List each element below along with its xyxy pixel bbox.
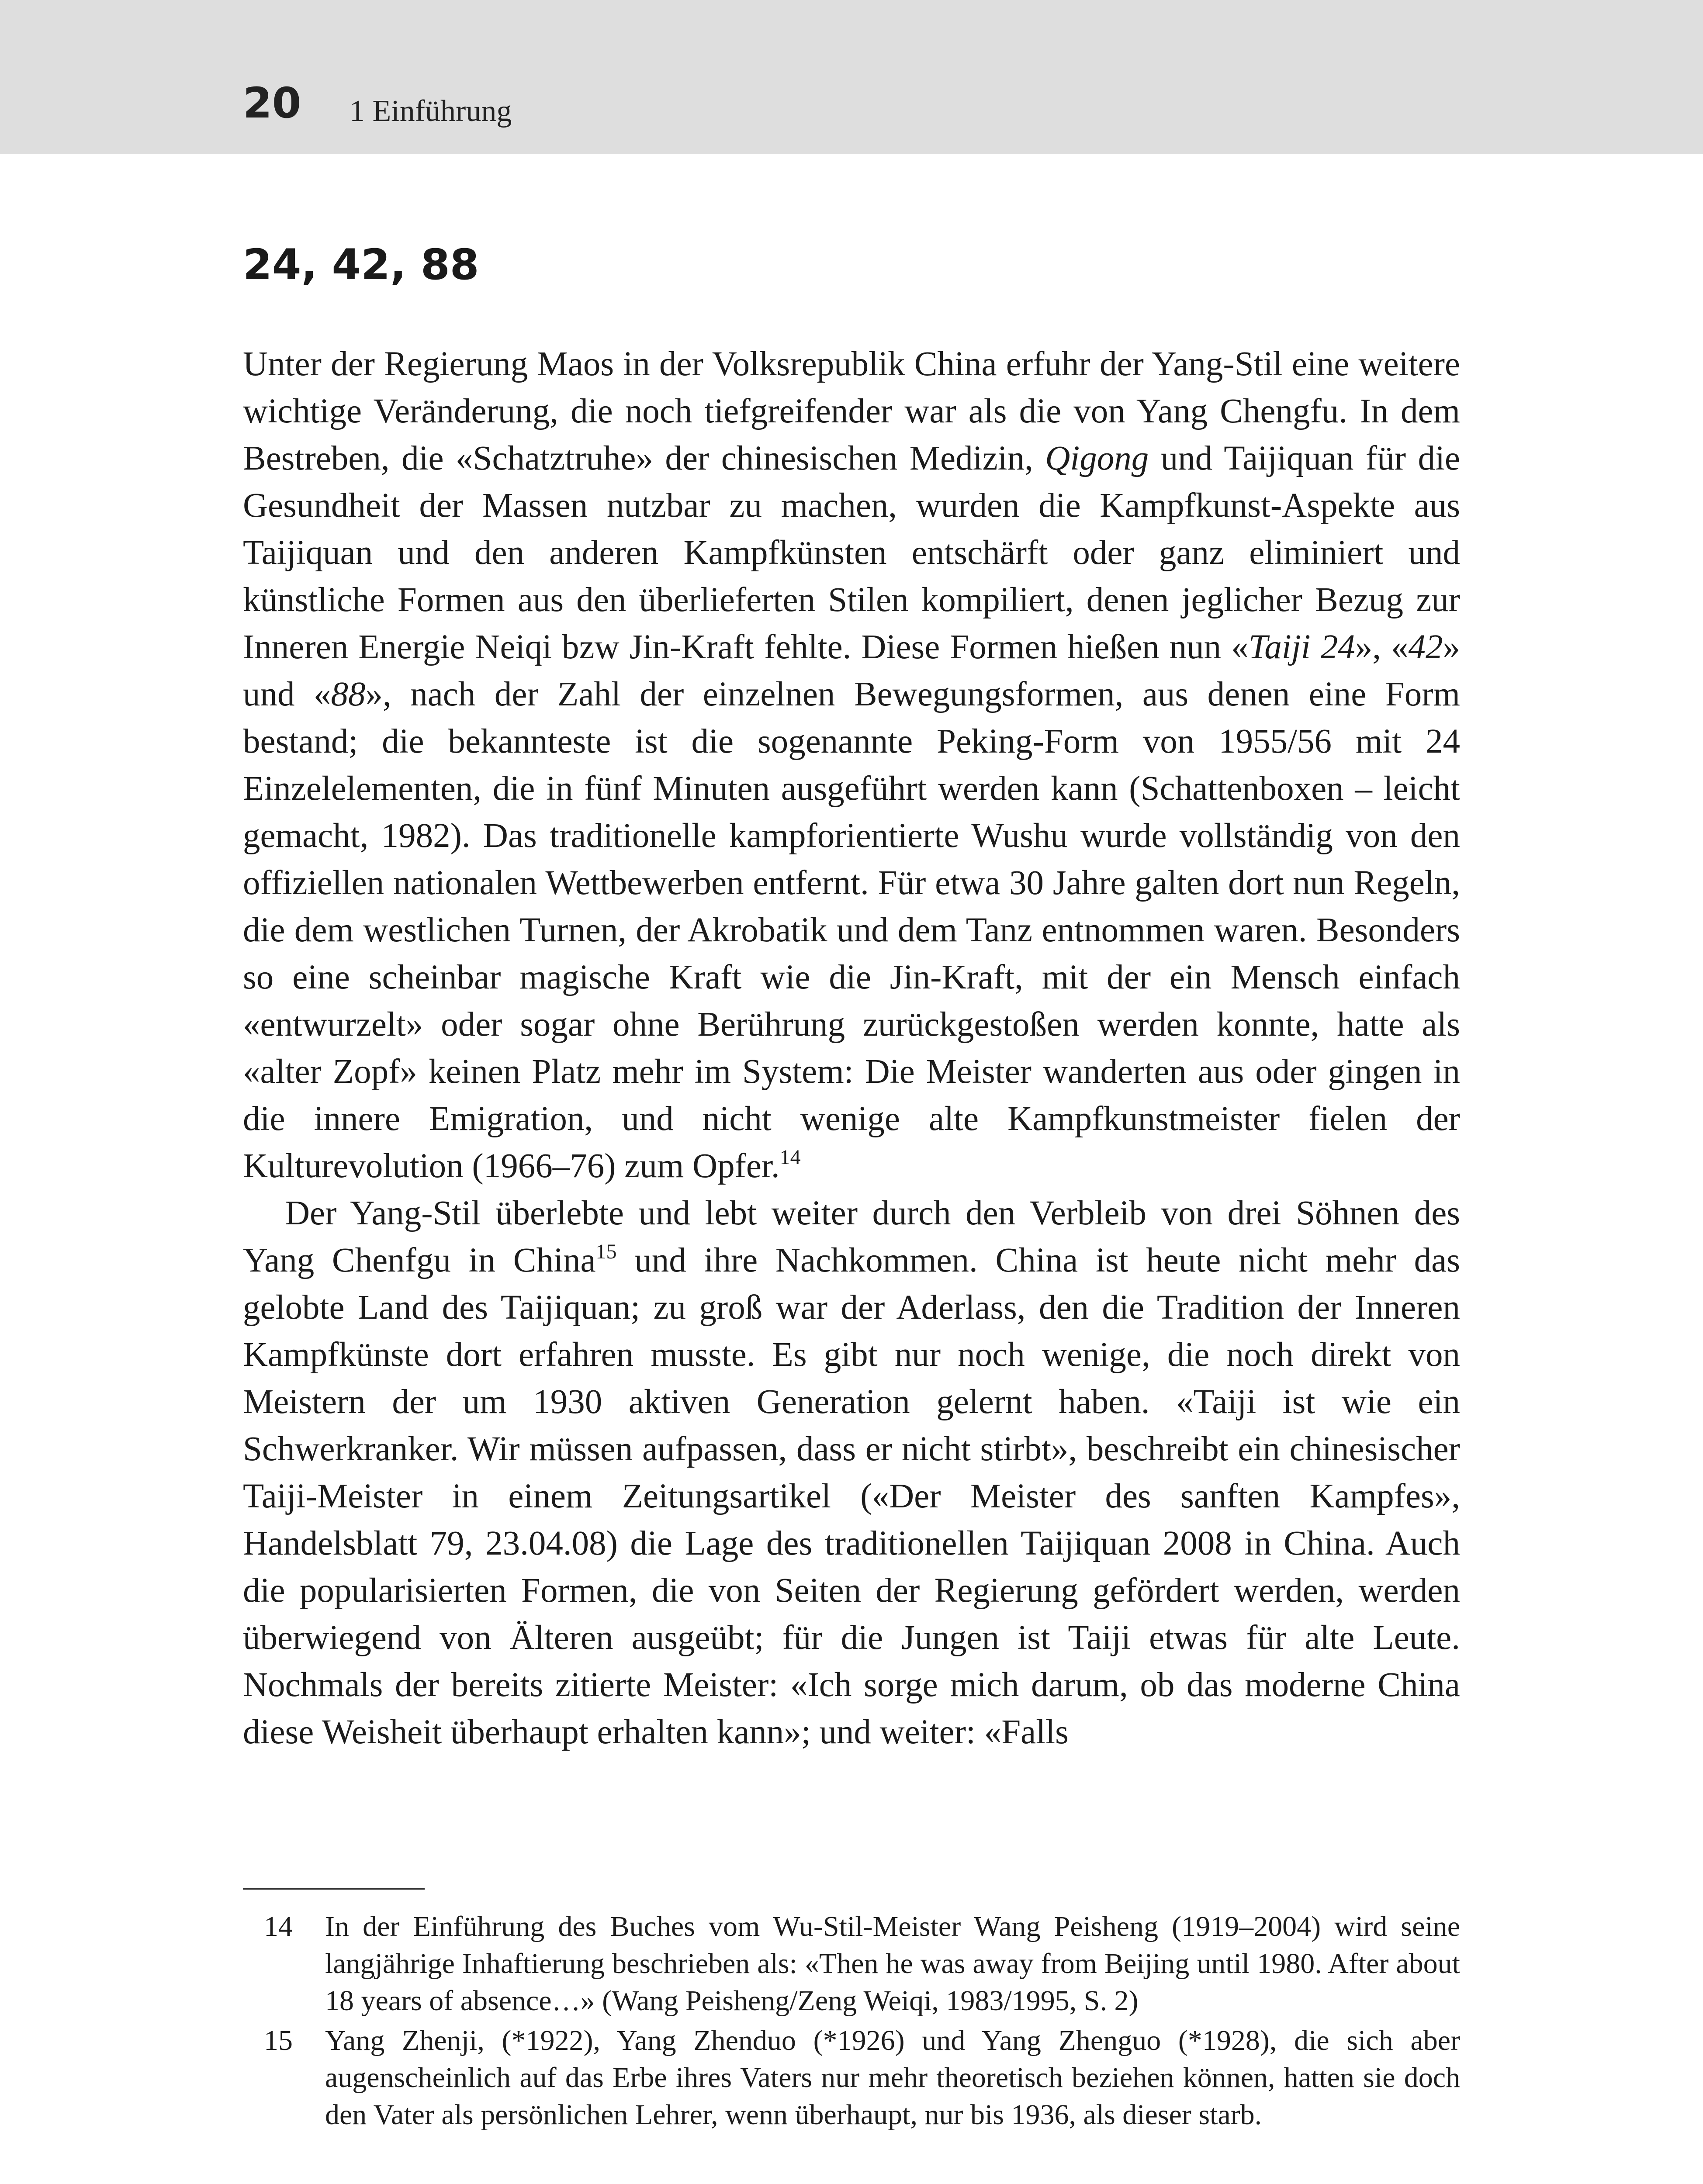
footnote-text: In der Einführung des Buches vom Wu-Stil-Meister Wang Peisheng (1919–2004) wird seine langjährige Inhaftierung beschrieben als: «Then he was away from Beijing until 1980. After about 18 years of absence…» (Wang Peisheng/Zeng Weiqi, 1983/1995, S. 2) xyxy=(325,1911,1460,2017)
paragraph-text: und Taijiquan für die Gesundheit der Massen nutzbar zu machen, wurden die Kampfkunst-Aspekte aus Taijiquan und den anderen Kampfkünsten entschärft oder ganz eliminiert und künstliche Formen aus den überlieferten Stilen kompiliert, denen jeglicher Bezug zur Inneren Energie Neiqi bzw Jin-Kraft fehlte. Diese Formen hießen nun « xyxy=(243,439,1460,666)
italic-term: Qigong xyxy=(1045,439,1149,477)
paragraph-text: und ihre Nachkommen. China ist heute nicht mehr das gelobte Land des Taijiquan; zu groß war der Aderlass, den die Tradition der Inneren Kampfkünste dort erfahren musste. Es gibt nur noch wenige, die noch direkt von Meistern der um 1930 aktiven Generation gelernt haben. «Taiji ist wie ein Schwerkranker. Wir müssen aufpassen, dass er nicht stirbt», beschreibt ein chinesischer Taiji-Meister in einem Zeitungsartikel («Der Meister des sanften Kampfes», Handelsblatt 79, 23.04.08) die Lage des traditionellen Taijiquan 2008 in China. Auch die popularisierten Formen, die von Seiten der Regierung gefördert werden, werden überwiegend von Älteren ausgeübt; für die Jungen ist Taiji etwas für alte Leute. Nochmals der bereits zitierte Meister: «Ich sorge mich darum, ob das moderne China diese Weisheit überhaupt erhalten kann»; und weiter: «Falls xyxy=(243,1241,1460,1751)
italic-term: 42 xyxy=(1408,628,1443,666)
footnote xyxy=(243,2022,1460,2133)
paragraph-text: » und « xyxy=(243,628,1460,713)
paragraph-text: », nach der Zahl der einzelnen Bewegungsformen, aus denen eine Form bestand; die bekannteste ist die sogenannte Peking-Form von 1955/56 mit 24 Einzelelementen, die in fünf Minuten ausgeführt werden kann (Schattenboxen – leicht gemacht, 1982). Das traditionelle kampforientierte Wushu wurde vollständig von den offiziellen nationalen Wettbewerben entfernt. Für etwa 30 Jahre galten dort nun Regeln, die dem westlichen Turnen, der Akrobatik und dem Tanz entnommen waren. Besonders so eine scheinbar magische Kraft wie die Jin-Kraft, mit der ein Mensch einfach «entwurzelt» oder sogar ohne Berührung zurückgestoßen werden konnte, hatte als «alter Zopf» keinen Platz mehr im System: Die Meister wanderten aus oder gingen in die innere Emigration, und nicht wenige alte Kampfkunstmeister fielen der Kulturevolution (1966–76) zum Opfer. xyxy=(243,675,1460,1185)
footnote-ref[interactable]: 14 xyxy=(779,1146,801,1169)
footnote xyxy=(243,1908,1460,2019)
paragraph-text: Der Yang-Stil überlebte und lebt weiter durch den Verbleib von drei Söhnen des Yang Chenfgu in China xyxy=(243,1194,1460,1279)
italic-term: 88 xyxy=(331,675,366,713)
footnote-number: 15 xyxy=(264,2025,293,2056)
chapter-label: 1 Einführung xyxy=(350,94,512,128)
paragraph-text: Unter der Regierung Maos in der Volksrepublik China erfuhr der Yang-Stil eine weitere wichtige Veränderung, die noch tiefgreifender war als die von Yang Chengfu. In dem Bestreben, die «Schatztruhe» der chinesischen Medizin, xyxy=(243,345,1460,477)
page-number: 20 xyxy=(243,79,301,128)
section-title: 24, 42, 88 xyxy=(243,240,479,289)
paragraph xyxy=(243,1190,1460,1756)
paragraph xyxy=(243,341,1460,1190)
footnote-text: Yang Zhenji, (*1922), Yang Zhenduo (*1926) und Yang Zhenguo (*1928), die sich aber augenscheinlich auf das Erbe ihres Vaters nur mehr theoretisch beziehen können, hatten sie doch den Vater als persönlichen Lehrer, wenn überhaupt, nur bis 1936, als dieser starb. xyxy=(325,2025,1460,2131)
running-header xyxy=(0,0,1703,154)
footnote-number: 14 xyxy=(264,1911,293,1942)
footnote-divider xyxy=(243,1888,425,1890)
body-text xyxy=(243,341,1460,1756)
footnotes xyxy=(243,1908,1460,2136)
paragraph-text: », « xyxy=(1355,628,1409,666)
italic-term: Taiji 24 xyxy=(1248,628,1355,666)
footnote-ref[interactable]: 15 xyxy=(595,1240,617,1263)
